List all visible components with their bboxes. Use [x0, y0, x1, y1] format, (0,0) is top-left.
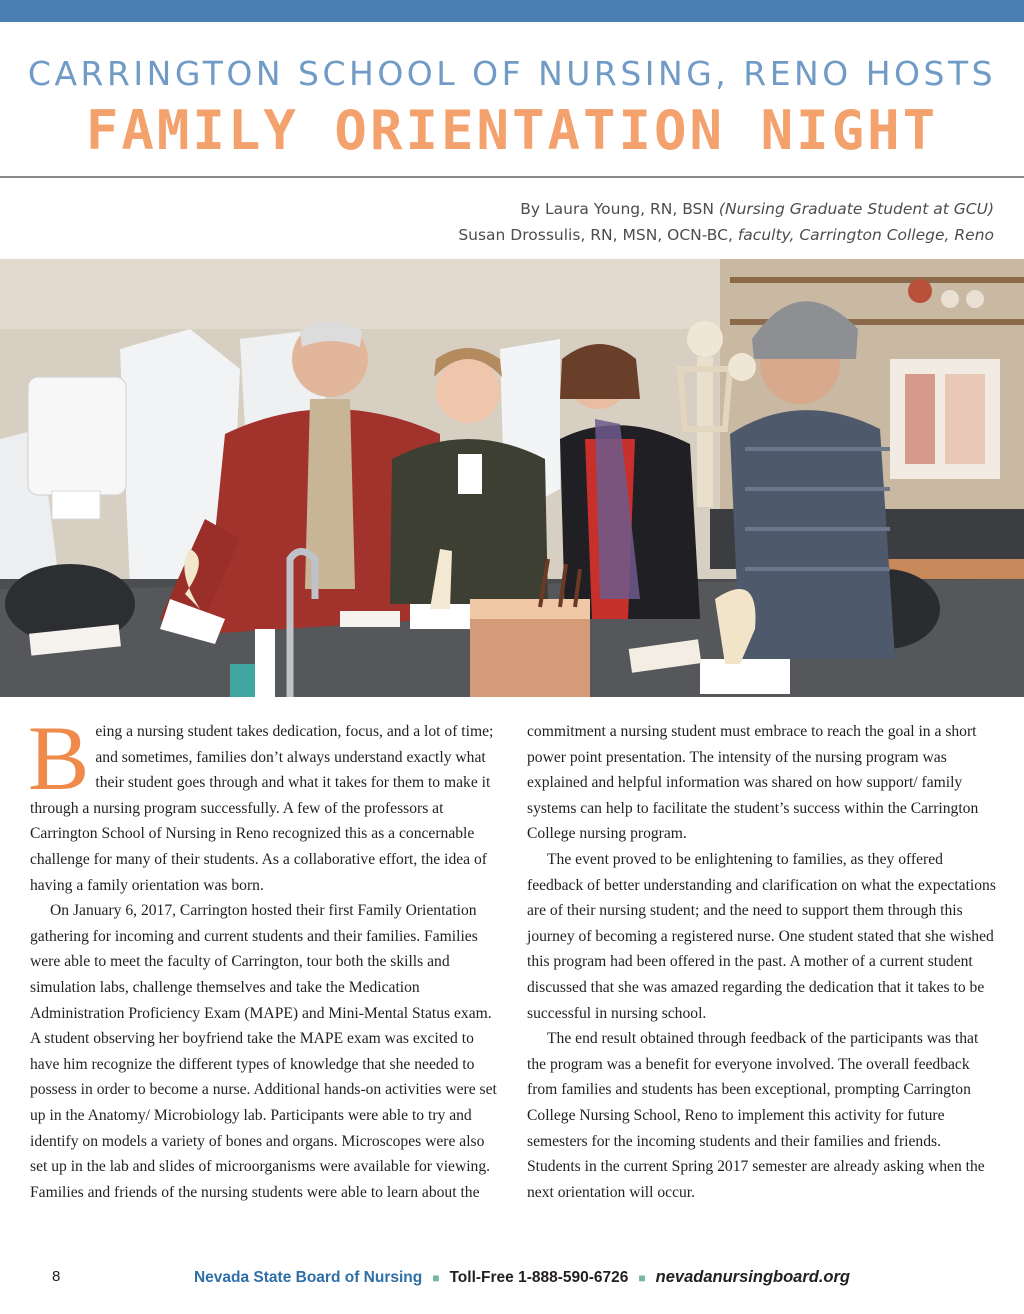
article-kicker: CARRINGTON SCHOOL OF NURSING, RENO HOSTS [27, 54, 997, 93]
paragraph-1: Being a nursing student takes dedication, focus, and a lot of time; and sometimes, families don’t always understand exactly what their student goes through and what it takes for them to make it through a nursing program successfully. A few of the professors at Carrington School of Nursing in Reno recognized this as a concernable challenge for many of their students. As a collaborative effort, the idea of having a family orientation was born. [28, 707, 494, 894]
footer-website-link[interactable]: nevadanursingboard.org [655, 1268, 851, 1286]
header-divider [0, 176, 1024, 178]
article-column-right [527, 719, 997, 1205]
paragraph-4: The event proved to be enlightening to families, as they offered feedback of better understanding and clarification on what the expectations are of their nursing student; and the need to support them through this journey of becoming a registered nurse. One student stated that she wished this program had been offered in the past. A mother of a current student discussed that she was amazed regarding the dedication that it takes to be successful in nursing school. [527, 850, 996, 1022]
footer-separator-1: ■ [432, 1271, 440, 1285]
paragraph-5: The end result obtained through feedback of the participants was that the program was a benefit for everyone involved. The overall feedback from families and students has been exceptional, prompting Carrington College Nursing School, Reno to implement this activity for future semesters for the incoming students and their families and friends. Students in the current Spring 2017 semester are already asking when the next orientation will occur. [527, 1030, 985, 1201]
byline-author-2: Susan Drossulis, RN, MSN, OCN-BC, faculty, Carrington College, Reno [458, 226, 994, 244]
article-headline: FAMILY ORIENTATION NIGHT [85, 99, 939, 162]
top-color-bar [0, 0, 1024, 22]
drop-cap: B [28, 707, 90, 809]
footer-phone: Toll-Free 1-888-590-6726 [449, 1269, 629, 1286]
footer [0, 1268, 1024, 1287]
paragraph-2: On January 6, 2017, Carrington hosted their first Family Orientation gathering for incoming and current students and their families. Families were able to meet the faculty of Carrington, tour both the skills and simulation labs, challenge themselves and take the Medication Administration Proficiency Exam (MAPE) and Mini-Mental Status exam. A student observing her boyfriend take the MAPE exam was excited to have him recognize the different types of knowledge that she needed to possess in order to become a nurse. Additional hands-on activities were set up in the Anatomy/ Microbiology lab. Participants were able to try and identify on models a variety of bones and organs. Microscopes were also set up in the lab and slides of microorganisms were available for viewing. Families and friends of the nursing students were able to learn about the [30, 902, 497, 1201]
byline [458, 196, 994, 248]
lab-photo [0, 259, 1024, 697]
byline-author-1: By Laura Young, RN, BSN (Nursing Graduate Student at GCU) [520, 200, 994, 218]
footer-separator-2: ■ [638, 1271, 646, 1285]
footer-org: Nevada State Board of Nursing [193, 1269, 423, 1286]
paragraph-3: commitment a nursing student must embrace to reach the goal in a short power point presentation. The intensity of the nursing program was explained and helpful information was shared on how support/ family systems can help to facilitate the student’s success within the Carrington College nursing program. [527, 723, 979, 843]
page-number: 8 [52, 1268, 61, 1285]
article-column-left [28, 707, 500, 1205]
